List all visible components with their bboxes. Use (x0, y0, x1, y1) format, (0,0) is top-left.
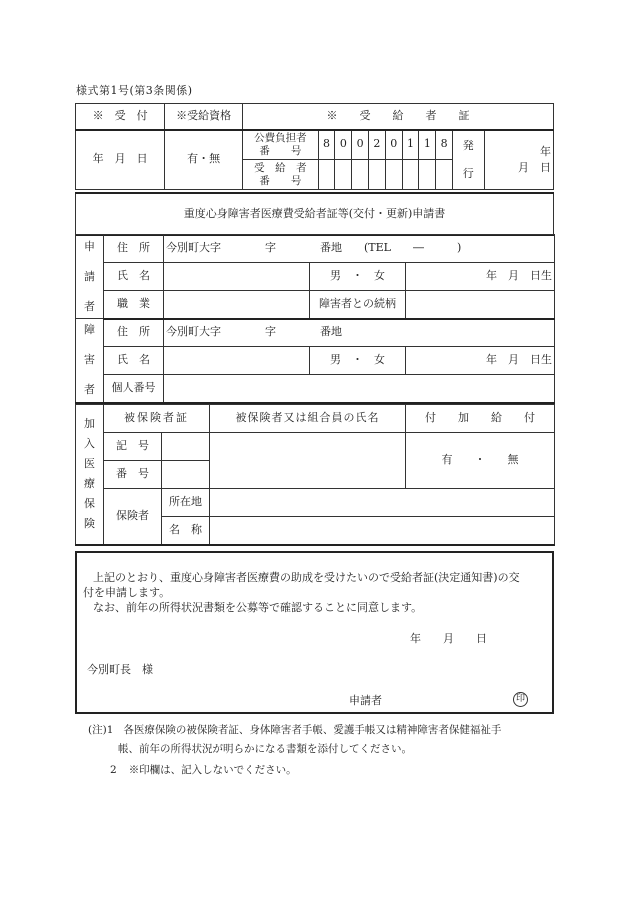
relation-label: 障害者との続柄 (310, 291, 406, 319)
disabled-name-label: 氏 名 (104, 347, 164, 375)
applicant-name-label: 氏 名 (104, 263, 164, 291)
symbol-field[interactable] (162, 433, 210, 461)
applicant-gender[interactable]: 男 ・ 女 (310, 263, 406, 291)
recipient-digit-cell[interactable] (436, 160, 453, 190)
recipient-number-label: 受 給 者 番 号 (243, 160, 319, 190)
applicant-address-label: 住 所 (104, 235, 164, 263)
title-table (75, 192, 554, 236)
certificate-header: ※ 受 給 者 証 (243, 104, 554, 130)
disabled-gender[interactable]: 男 ・ 女 (310, 347, 406, 375)
recipient-digit-cell[interactable] (369, 160, 386, 190)
insurer-label: 保険者 (104, 489, 162, 545)
issue-date: 年 月 日 (484, 130, 553, 190)
insurer-name-label: 名 称 (162, 517, 210, 545)
insurer-location-label: 所在地 (162, 489, 210, 517)
payer-number-label: 公費負担者 番 号 (243, 130, 319, 160)
applicant-job-label: 職 業 (104, 291, 164, 319)
payer-digit: 8 (436, 130, 453, 160)
applicant-side-label: 申 請 者 (76, 235, 104, 319)
recipient-digit-cell[interactable] (419, 160, 436, 190)
payer-digit: 2 (369, 130, 386, 160)
recipient-digit-cell[interactable] (352, 160, 369, 190)
reception-table (75, 103, 554, 190)
payer-digit: 0 (385, 130, 402, 160)
recipient-digit-cell[interactable] (385, 160, 402, 190)
applicant-name-field[interactable] (164, 263, 310, 291)
symbol-label: 記 号 (104, 433, 162, 461)
insured-name-header: 被保険者又は組合員の氏名 (210, 405, 406, 433)
note-1: (注)1 各医療保険の被保険者証、身体障害者手帳、愛護手帳又は精神障害者保健福祉手 (88, 724, 502, 736)
eligibility-header: ※受給資格 (165, 104, 243, 130)
recipient-digit-cell[interactable] (318, 160, 335, 190)
disabled-name-field[interactable] (164, 347, 310, 375)
note-1-continued: 帳、前年の所得状況が明らかになる書類を添付してください。 (118, 743, 412, 755)
applicant-sign-label: 申請者 (349, 694, 382, 707)
declaration-box (75, 551, 554, 714)
number-field[interactable] (162, 461, 210, 489)
applicant-birthdate[interactable]: 年 月 日生 (406, 263, 555, 291)
number-label: 番 号 (104, 461, 162, 489)
declaration-line-2: 付を申請します。 (83, 586, 171, 599)
applicant-table (75, 234, 555, 404)
payer-digit: 0 (352, 130, 369, 160)
disabled-side-label: 障 害 者 (76, 319, 104, 403)
payer-digit: 0 (335, 130, 352, 160)
extra-benefit-yes-no[interactable]: 有 ・ 無 (406, 433, 555, 489)
form-title: 重度心身障害者医療費受給者証等(交付・更新)申請書 (76, 193, 554, 235)
seal-icon: 印 (513, 692, 528, 707)
insurer-location-field[interactable] (210, 489, 555, 517)
note-2: 2 ※印欄は、記入しないでください。 (110, 764, 297, 776)
recipient-digit-cell[interactable] (335, 160, 352, 190)
payer-digit: 1 (402, 130, 419, 160)
insurance-side-label: 加 入 医 療 保 険 (76, 405, 104, 545)
relation-field[interactable] (406, 291, 555, 319)
disabled-address-field[interactable]: 今別町大字 字 番地 (164, 319, 555, 347)
payer-digit: 8 (318, 130, 335, 160)
declaration-line-3: なお、前年の所得状況書類を公募等で確認することに同意します。 (93, 601, 423, 614)
applicant-address-field[interactable]: 今別町大字 字 番地 (TEL ― ) (164, 235, 555, 263)
recipient-digit-cell[interactable] (402, 160, 419, 190)
disabled-birthdate[interactable]: 年 月 日生 (406, 347, 555, 375)
insurer-name-field[interactable] (210, 517, 555, 545)
eligibility-yes-no: 有・無 (165, 130, 243, 190)
form-number: 様式第1号(第3条関係) (76, 84, 193, 97)
declaration-date[interactable]: 年 月 日 (410, 632, 487, 645)
insurance-table (75, 404, 555, 546)
seal-wrapper (513, 691, 528, 707)
applicant-job-field[interactable] (164, 291, 310, 319)
received-header: ※ 受 付 (76, 104, 165, 130)
issue-label: 発 行 (453, 130, 485, 190)
disabled-address-label: 住 所 (104, 319, 164, 347)
payer-digit: 1 (419, 130, 436, 160)
addressee: 今別町長 様 (87, 663, 153, 676)
mynumber-field[interactable] (164, 375, 555, 403)
received-date: 年 月 日 (76, 130, 165, 190)
insured-name-field[interactable] (210, 433, 406, 489)
insured-card-header: 被保険者証 (104, 405, 210, 433)
declaration-line-1: 上記のとおり、重度心身障害者医療費の助成を受けたいので受給者証(決定通知書)の交 (93, 571, 520, 584)
extra-benefit-header: 付 加 給 付 (406, 405, 555, 433)
mynumber-label: 個人番号 (104, 375, 164, 403)
